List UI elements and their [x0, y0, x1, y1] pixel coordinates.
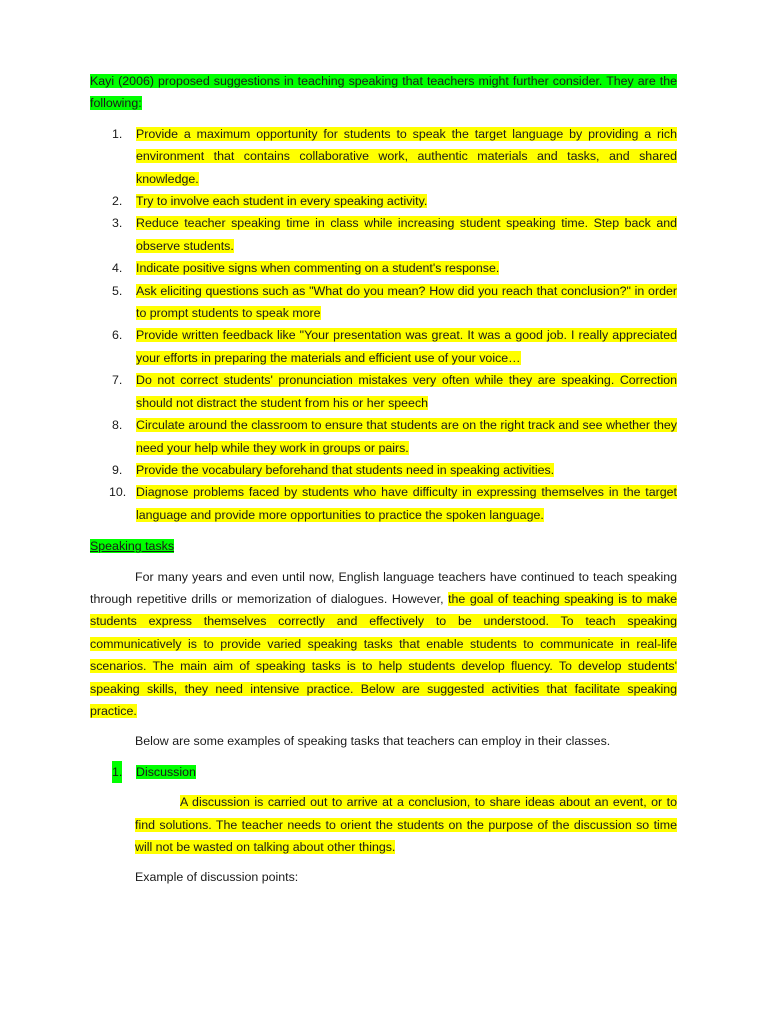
document-page	[90, 70, 677, 889]
list-number: 4.	[112, 261, 123, 276]
list-item	[90, 324, 677, 369]
discussion-number: 1.	[112, 761, 122, 783]
list-item-text: Provide the vocabulary beforehand that students need in speaking activities.	[136, 462, 555, 477]
list-item	[90, 414, 677, 459]
list-item	[90, 212, 677, 257]
intro-text: Kayi (2006) proposed suggestions in teaching speaking that teachers might further consider. They are the following:	[90, 74, 677, 111]
list-item	[90, 190, 677, 212]
list-number: 5.	[112, 283, 123, 298]
list-item	[90, 123, 677, 190]
list-number: 7.	[112, 373, 123, 388]
list-number: 2.	[112, 194, 123, 209]
examples-intro: Below are some examples of speaking tasks that teachers can employ in their classes.	[135, 734, 611, 749]
list-item-text: Ask eliciting questions such as "What do you mean? How did you reach that conclusion?" in order to prompt students to speak more	[136, 283, 677, 321]
list-item-text: Diagnose problems faced by students who have difficulty in expressing themselves in the target language and provide more opportunities to practice the spoken language.	[136, 485, 677, 522]
list-item	[90, 369, 677, 414]
list-item	[90, 459, 677, 481]
list-item-text: Circulate around the classroom to ensure that students are on the right track and see whether they need your help while they work in groups or pairs.	[136, 418, 677, 455]
list-item	[90, 257, 677, 279]
speaking-tasks-heading	[90, 535, 677, 557]
list-number: 8.	[112, 418, 123, 433]
list-item-text: Provide written feedback like "Your presentation was great. It was a good job. I really appreciated your efforts in preparing the materials and efficient use of your voice…	[136, 328, 677, 365]
intro-paragraph	[90, 70, 677, 115]
speaking-tasks-plain-text: For many years and even until now, English language teachers have continued to teach speaking through repetitive drills or memorization of dialogues. However,	[90, 569, 677, 606]
list-item	[90, 280, 677, 325]
discussion-heading	[90, 761, 677, 783]
discussion-paragraph	[135, 791, 677, 858]
list-item	[90, 481, 677, 526]
list-item-text: Indicate positive signs when commenting on a student's response.	[136, 261, 500, 276]
list-item-text: Reduce teacher speaking time in class while increasing student speaking time. Step back and observe students.	[136, 216, 677, 253]
speaking-tasks-heading-text: Speaking tasks	[90, 539, 175, 554]
speaking-tasks-paragraph	[90, 566, 677, 723]
list-item-text: Provide a maximum opportunity for students to speak the target language by providing a rich environment that contains collaborative work, authentic materials and tasks, and shared knowledge.	[136, 126, 677, 186]
list-item-text: Try to involve each student in every speaking activity.	[136, 194, 428, 209]
list-number: 1.	[112, 126, 123, 141]
kayi-suggestions-list	[90, 123, 677, 526]
list-number: 10.	[109, 485, 127, 500]
list-number: 3.	[112, 216, 123, 231]
list-number: 9.	[112, 462, 123, 477]
speaking-tasks-highlight-text: the goal of teaching speaking is to make students express themselves correctly and effectively to be understood. To teach speaking communicatively is to provide varied speaking tasks that enable students to communicate in real-life scenarios. The main aim of speaking tasks is to help students develop fluency. To develop students' speaking skills, they need intensive practice. Below are suggested activities that facilitate speaking practice.	[90, 591, 678, 718]
list-number: 6.	[112, 328, 123, 343]
list-item-text: Do not correct students' pronunciation mistakes very often while they are speaking. Correction should not distract the student from his or her speech	[136, 373, 677, 410]
discussion-paragraph-text: A discussion is carried out to arrive at a conclusion, to share ideas about an event, or to find solutions. The teacher needs to orient the students on the purpose of the discussion so time will not be wasted on talking about other things.	[135, 795, 677, 854]
discussion-example-points: Example of discussion points:	[135, 870, 299, 885]
discussion-heading-text: Discussion	[136, 764, 196, 779]
